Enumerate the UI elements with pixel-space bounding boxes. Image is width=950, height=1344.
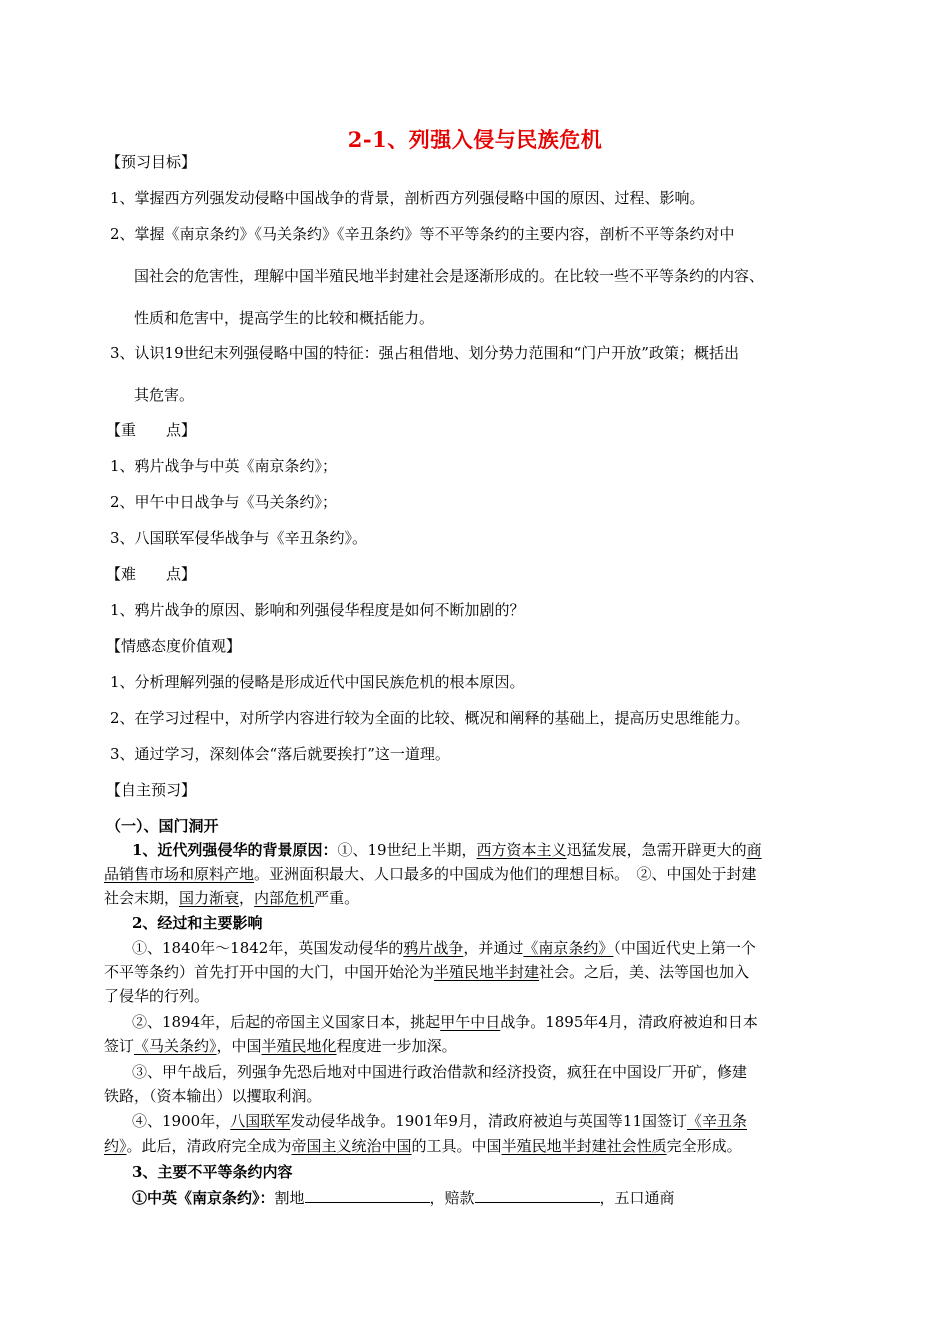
value-point-item: 2、在学习过程中，对所学内容进行较为全面的比较、概况和阐释的基础上，提高历史思维能力。 [110,709,750,727]
paragraph-line: 签订《马关条约》，中国半殖民地化程度进一步加深。 [104,1037,457,1055]
underlined-answer: 西方资本主义 [476,841,567,859]
section-heading-goals: 【预习目标】 [106,153,197,171]
goal-item-2: 2、掌握《南京条约》《马关条约》《辛丑条约》等不平等条约的主要内容，剖析不平等条约对中 [110,225,735,243]
fill-in-blank[interactable] [305,1187,430,1203]
section-heading-key: 【重 点】 [106,421,197,439]
section-heading-values: 【情感态度价值观】 [106,637,242,655]
underlined-answer: 帝国主义统治中国 [291,1137,412,1155]
underlined-answer: 鸦片战争 [403,939,464,957]
underlined-answer: 半殖民地半封建社会性质 [501,1137,667,1155]
paragraph-line: 不平等条约）首先打开中国的大门，中国开始沦为半殖民地半封建社会。之后，美、法等国也加入 [104,963,750,981]
paragraph-line: 品销售市场和原料产地。亚洲面积最大、人口最多的中国成为他们的理想目标。 ②、中国处于封建 [104,865,757,883]
key-point-item: 3、八国联军侵华战争与《辛丑条约》。 [110,529,368,547]
goal-item-2-cont2: 性质和危害中，提高学生的比较和概括能力。 [134,309,435,327]
underlined-answer: 甲午中日 [440,1013,501,1031]
section-heading-difficult: 【难 点】 [106,565,197,583]
underlined-answer: 品销售市场和原料产地 [104,865,255,883]
key-point-item: 1、鸦片战争与中英《南京条约》； [110,457,338,475]
subsection-heading: 2、经过和主要影响 [132,914,263,932]
difficult-point-item: 1、鸦片战争的原因、影响和列强侵华程度是如何不断加剧的？ [110,601,525,619]
underlined-answer: 商 [746,841,762,859]
goal-item-3: 3、认识19世纪末列强侵略中国的特征：强占租借地、划分势力范围和“门户开放”政策；概括出 [110,344,739,362]
paragraph-line: ①中英《南京条约》：割地 ，赔款 ，五口通商 [132,1189,675,1207]
underlined-answer: 《马关条约》 [134,1037,217,1055]
value-point-item: 1、分析理解列强的侵略是形成近代中国民族危机的根本原因。 [110,673,525,691]
subsection-heading: （一）、国门洞开 [106,817,219,835]
fill-in-blank[interactable] [475,1187,600,1203]
paragraph-line: 约》。此后，清政府完全成为帝国主义统治中国的工具。中国半殖民地半封建社会性质完全形成。 [104,1137,742,1155]
paragraph-line: 铁路，（资本输出）以攫取利润。 [104,1087,322,1105]
goal-item-1: 1、掌握西方列强发动侵略中国战争的背景，剖析西方列强侵略中国的原因、过程、影响。 [110,189,705,207]
paragraph-line: ②、1894年，后起的帝国主义国家日本，挑起甲午中日战争。1895年4月，清政府被迫和日本 [132,1013,758,1031]
underlined-answer: 约》 [104,1137,127,1155]
paragraph-line: 了侵华的行列。 [104,987,210,1005]
underlined-answer: 半殖民地化 [261,1037,337,1055]
paragraph-line: ③、甲午战后，列强争先恐后地对中国进行政治借款和经济投资，疯狂在中国设厂开矿，修建 [132,1063,748,1081]
underlined-answer: 《南京条约》 [523,939,614,957]
underlined-answer: 《辛丑条 [687,1112,748,1130]
subsection-heading: 3、主要不平等条约内容 [132,1163,293,1181]
paragraph-line: ①、1840年～1842年，英国发动侵华的鸦片战争，并通过《南京条约》（中国近代史上第一个 [132,939,756,957]
paragraph-label: 1、近代列强侵华的背景原因： [132,841,338,859]
underlined-answer: 内部危机 [254,889,315,907]
paragraph-line: 1、近代列强侵华的背景原因：①、19世纪上半期，西方资本主义迅猛发展，急需开辟更大的商 [132,841,762,859]
treaty-label: ①中英《南京条约》： [132,1189,275,1207]
paragraph-line: ④、1900年，八国联军发动侵华战争。1901年9月，清政府被迫与英国等11国签订《辛丑条 [132,1112,748,1130]
section-heading-preview: 【自主预习】 [106,781,197,799]
underlined-answer: 半殖民地半封建 [434,963,540,981]
value-point-item: 3、通过学习，深刻体会“落后就要挨打”这一道理。 [110,745,450,763]
page-title: 2-1、列强入侵与民族危机 [347,127,603,152]
paragraph-line: 社会末期，国力渐衰，内部危机严重。 [104,889,360,907]
goal-item-2-cont: 国社会的危害性，理解中国半殖民地半封建社会是逐渐形成的。在比较一些不平等条约的内容、 [134,267,765,285]
underlined-answer: 国力渐衰 [179,889,240,907]
underlined-answer: 八国联军 [230,1112,291,1130]
key-point-item: 2、甲午中日战争与《马关条约》； [110,493,338,511]
goal-item-3-cont: 其危害。 [134,386,195,404]
